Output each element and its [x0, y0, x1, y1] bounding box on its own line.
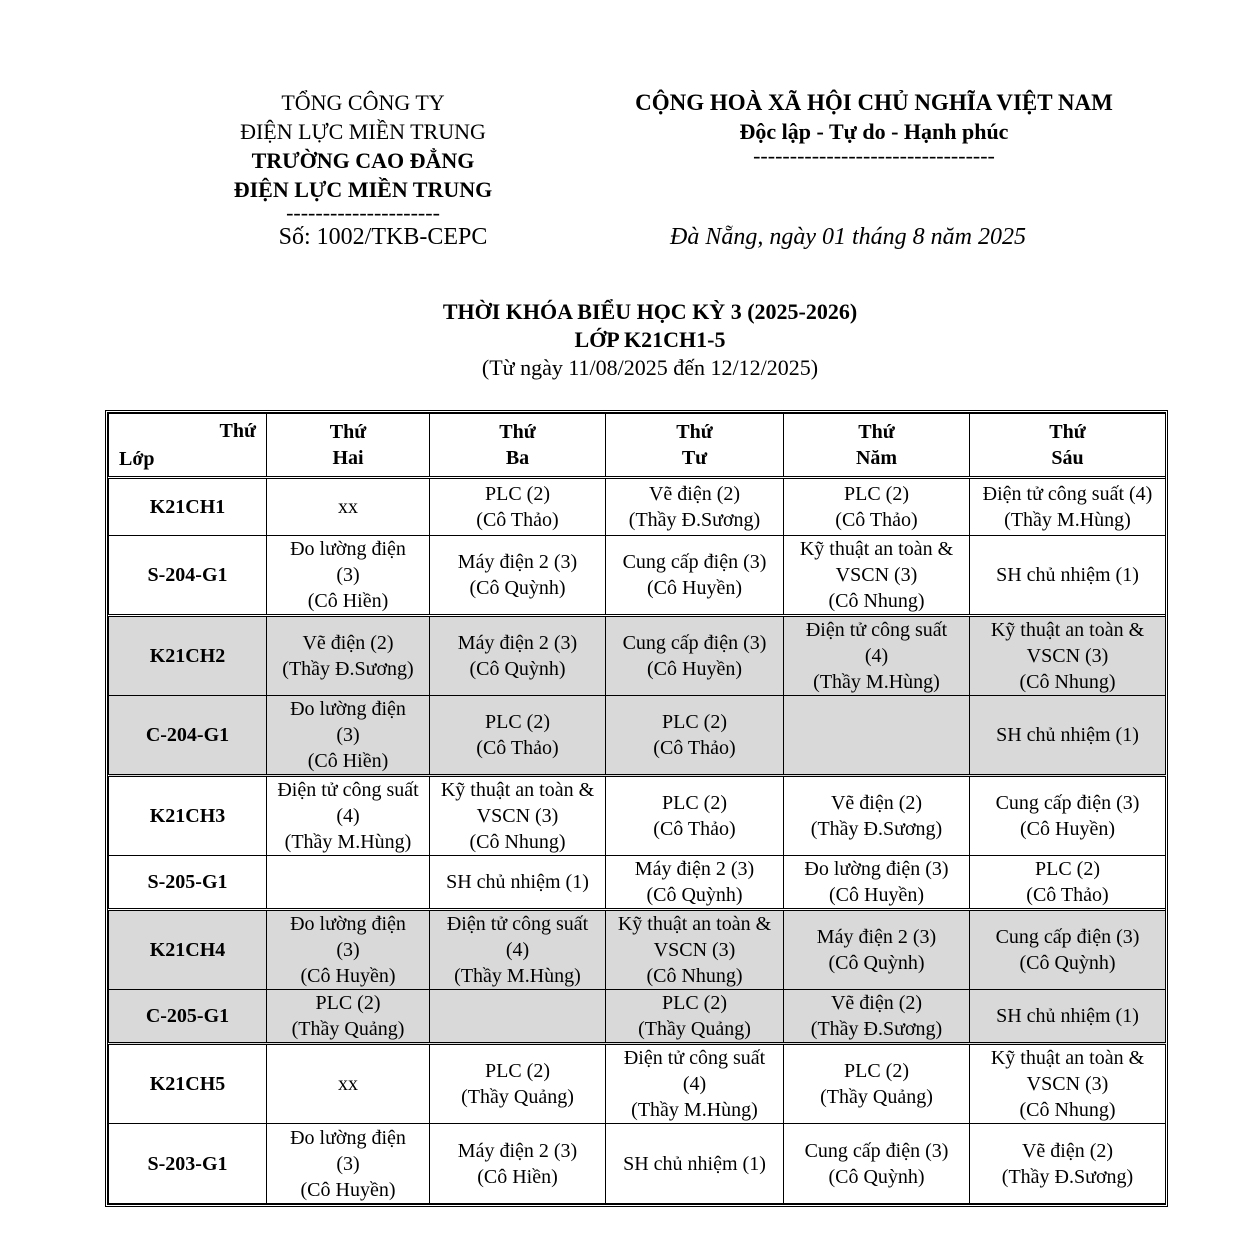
table-row: [109, 776, 1166, 856]
room-cell: S-203-G1: [109, 1124, 267, 1204]
lesson-cell: [970, 616, 1166, 696]
lesson-text: (Cô Thảo): [476, 737, 559, 759]
lesson-cell: [606, 1044, 784, 1124]
lesson-text: Cung cấp điện (3): [622, 551, 767, 573]
lesson-text: SH chủ nhiệm (1): [996, 1005, 1139, 1027]
lesson-text: xx: [338, 1073, 358, 1095]
corner-day-label: Thứ: [219, 420, 256, 442]
lesson-cell: [267, 616, 430, 696]
timetable-header-row: [109, 414, 1166, 478]
lesson-text: (Thầy M.Hùng): [813, 671, 940, 693]
day-header: Thứ Hai: [267, 414, 430, 478]
lesson-cell: [430, 910, 606, 990]
lesson-text: Đo lường điện: [290, 1126, 406, 1149]
lesson-text: Đo lường điện: [290, 538, 406, 560]
lesson-text: Điện tử công suất: [623, 1047, 766, 1069]
lesson-cell: [606, 478, 784, 536]
table-row: [109, 478, 1166, 536]
lesson-cell: [430, 1044, 606, 1124]
lesson-text: Điện tử công suất: [446, 913, 589, 935]
class-code-cell: K21CH3: [109, 776, 267, 856]
lesson-text: PLC (2): [315, 992, 381, 1014]
lesson-text: Điện tử công suất: [805, 619, 948, 641]
lesson-text: (Cô Huyền): [300, 965, 396, 987]
table-row: [109, 1124, 1166, 1204]
lesson-cell: [606, 616, 784, 696]
lesson-cell: [784, 536, 970, 616]
lesson-text: Kỹ thuật an toàn &: [440, 779, 595, 801]
lesson-text: (Cô Thảo): [476, 509, 559, 531]
lesson-text: (Thầy M.Hùng): [1004, 509, 1131, 531]
lesson-text: (Cô Nhung): [828, 590, 925, 612]
lesson-cell: [430, 696, 606, 776]
lesson-text: Đo lường điện (3): [804, 858, 949, 880]
lesson-cell: [970, 536, 1166, 616]
lesson-text: xx: [338, 496, 358, 518]
national-header: [594, 88, 1154, 166]
table-row: [109, 990, 1166, 1044]
lesson-text: (4): [505, 939, 530, 961]
lesson-text: VSCN (3): [476, 805, 559, 827]
lesson-text: Đo lường điện: [290, 913, 406, 935]
lesson-text: Máy điện 2 (3): [457, 632, 578, 654]
lesson-text: Máy điện 2 (3): [457, 1139, 578, 1162]
lesson-cell: [267, 990, 430, 1044]
lesson-text: SH chủ nhiệm (1): [996, 564, 1139, 586]
lesson-text: Đo lường điện: [290, 698, 406, 720]
table-row: [109, 696, 1166, 776]
lesson-text: (Cô Quỳnh): [646, 884, 743, 906]
table-row: [109, 910, 1166, 990]
lesson-text: (Cô Huyền): [1020, 818, 1115, 840]
document-class-group: LỚP K21CH1-5: [574, 327, 726, 352]
lesson-text: (Thầy Đ.Sương): [1001, 1165, 1134, 1188]
national-motto: Độc lập - Tự do - Hạnh phúc: [739, 119, 1009, 144]
lesson-cell: [606, 910, 784, 990]
lesson-cell: [970, 910, 1166, 990]
lesson-text: VSCN (3): [1026, 645, 1109, 667]
lesson-cell: [267, 696, 430, 776]
day-header: Thứ Năm: [784, 414, 970, 478]
lesson-text: Điện tử công suất (4): [982, 483, 1153, 505]
lesson-cell: [606, 1124, 784, 1204]
lesson-text: Vẽ điện (2): [648, 483, 741, 505]
lesson-text: SH chủ nhiệm (1): [623, 1152, 766, 1175]
document-date: Đà Nẵng, ngày 01 tháng 8 năm 2025: [670, 224, 1026, 250]
lesson-text: (Thầy Đ.Sương): [810, 1018, 943, 1040]
lesson-text: Kỹ thuật an toàn &: [617, 913, 772, 935]
document-title: THỜI KHÓA BIỂU HỌC KỲ 3 (2025-2026): [442, 299, 858, 324]
lesson-cell: [267, 856, 430, 910]
table-row: [109, 536, 1166, 616]
lesson-cell: [970, 1044, 1166, 1124]
lesson-cell: [970, 856, 1166, 910]
issuer-school-name: ĐIỆN LỰC MIỀN TRUNG: [233, 177, 493, 202]
lesson-cell: [430, 536, 606, 616]
national-title: CỘNG HOÀ XÃ HỘI CHỦ NGHĨA VIỆT NAM: [635, 90, 1113, 115]
lesson-cell: [430, 478, 606, 536]
lesson-text: (Thầy M.Hùng): [284, 831, 412, 853]
issuer-parent-org-name: ĐIỆN LỰC MIỀN TRUNG: [240, 119, 486, 144]
class-code-cell: K21CH2: [109, 616, 267, 696]
lesson-text: (Cô Hiền): [477, 1165, 558, 1188]
lesson-text: SH chủ nhiệm (1): [996, 724, 1139, 746]
day-header: Thứ Sáu: [970, 414, 1166, 478]
lesson-cell: [784, 776, 970, 856]
lesson-cell: [784, 990, 970, 1044]
lesson-text: (Cô Quỳnh): [828, 1165, 925, 1188]
lesson-text: (Cô Nhung): [469, 831, 566, 853]
room-cell: C-205-G1: [109, 990, 267, 1044]
lesson-cell: [784, 478, 970, 536]
lesson-text: (Cô Huyền): [647, 577, 742, 599]
lesson-text: PLC (2): [662, 711, 727, 733]
timetable: [105, 410, 1168, 1207]
lesson-cell: [784, 696, 970, 776]
timetable-body: [109, 478, 1166, 1204]
lesson-text: PLC (2): [485, 711, 550, 733]
lesson-text: (Cô Thảo): [835, 509, 918, 531]
lesson-text: Cung cấp điện (3): [622, 632, 767, 654]
lesson-text: (3): [336, 564, 360, 586]
lesson-cell: [784, 856, 970, 910]
lesson-text: (Cô Thảo): [653, 737, 736, 759]
lesson-text: (3): [336, 724, 360, 746]
table-row: [109, 856, 1166, 910]
lesson-cell: [784, 1124, 970, 1204]
lesson-text: (Cô Hiền): [307, 590, 389, 612]
lesson-text: (Cô Nhung): [1019, 671, 1116, 693]
lesson-text: (Cô Nhung): [1019, 1099, 1116, 1121]
lesson-text: (Cô Quỳnh): [469, 577, 566, 599]
room-cell: S-205-G1: [109, 856, 267, 910]
lesson-text: (Cô Hiền): [307, 750, 389, 772]
document-title-block: [300, 298, 1000, 382]
lesson-text: Cung cấp điện (3): [804, 1139, 949, 1162]
lesson-text: Cung cấp điện (3): [995, 926, 1140, 948]
document-date-range: (Từ ngày 11/08/2025 đến 12/12/2025): [481, 355, 819, 380]
lesson-text: (Cô Nhung): [646, 965, 743, 987]
issuer-header: [190, 88, 536, 252]
lesson-text: Kỹ thuật an toàn &: [990, 1047, 1145, 1069]
lesson-text: PLC (2): [662, 992, 727, 1014]
issuer-divider: ---------------------: [286, 200, 440, 225]
lesson-cell: [784, 910, 970, 990]
lesson-cell: [430, 990, 606, 1044]
issuer-school: TRƯỜNG CAO ĐẲNG: [251, 148, 475, 173]
day-header: Thứ Ba: [430, 414, 606, 478]
lesson-text: (Thầy Quảng): [291, 1018, 405, 1040]
lesson-text: Điện tử công suất: [277, 779, 419, 801]
lesson-cell: [267, 910, 430, 990]
lesson-text: Máy điện 2 (3): [457, 551, 578, 573]
lesson-text: (Thầy Quảng): [461, 1086, 574, 1108]
lesson-text: (Cô Huyền): [829, 884, 924, 906]
lesson-cell: [784, 616, 970, 696]
lesson-text: VSCN (3): [835, 564, 918, 586]
room-cell: C-204-G1: [109, 696, 267, 776]
lesson-text: (Cô Thảo): [653, 818, 736, 840]
lesson-text: (Thầy M.Hùng): [454, 965, 581, 987]
class-code-cell: K21CH5: [109, 1044, 267, 1124]
lesson-text: VSCN (3): [1026, 1073, 1109, 1095]
room-cell: S-204-G1: [109, 536, 267, 616]
lesson-cell: [267, 1044, 430, 1124]
lesson-text: Vẽ điện (2): [830, 992, 923, 1014]
lesson-cell: [606, 856, 784, 910]
lesson-text: Kỹ thuật an toàn &: [990, 619, 1145, 641]
lesson-text: Kỹ thuật an toàn &: [799, 538, 954, 560]
lesson-cell: [606, 990, 784, 1044]
lesson-text: Vẽ điện (2): [1021, 1139, 1114, 1162]
issuer-parent-org: TỔNG CÔNG TY: [281, 90, 445, 115]
lesson-text: (Thầy Quảng): [638, 1018, 751, 1040]
lesson-text: (Cô Quỳnh): [469, 658, 566, 680]
document-number: Số: 1002/TKB-CEPC: [278, 224, 488, 250]
national-divider: ---------------------------------: [753, 143, 995, 168]
lesson-cell: [267, 536, 430, 616]
lesson-text: (4): [864, 645, 889, 667]
lesson-text: (Thầy Đ.Sương): [282, 658, 414, 680]
lesson-cell: [267, 776, 430, 856]
lesson-text: (Thầy M.Hùng): [631, 1099, 758, 1121]
lesson-text: (Cô Huyền): [300, 1178, 396, 1201]
lesson-cell: [267, 478, 430, 536]
lesson-text: (3): [336, 1152, 360, 1175]
lesson-cell: [430, 776, 606, 856]
table-row: [109, 616, 1166, 696]
table-row: [109, 1044, 1166, 1124]
lesson-text: (Cô Quỳnh): [828, 952, 925, 974]
lesson-text: Máy điện 2 (3): [634, 858, 755, 880]
lesson-text: (Thầy Đ.Sương): [810, 818, 943, 840]
lesson-text: (Thầy Đ.Sương): [628, 509, 761, 531]
lesson-text: (4): [682, 1073, 707, 1095]
lesson-cell: [784, 1044, 970, 1124]
lesson-cell: [606, 696, 784, 776]
lesson-cell: [970, 1124, 1166, 1204]
lesson-text: (Cô Quỳnh): [1019, 952, 1116, 974]
lesson-text: PLC (2): [485, 1060, 550, 1082]
lesson-text: (4): [336, 805, 360, 827]
lesson-cell: [430, 1124, 606, 1204]
lesson-cell: [267, 1124, 430, 1204]
corner-class-label: Lớp: [119, 448, 155, 470]
class-code-cell: K21CH4: [109, 910, 267, 990]
lesson-text: PLC (2): [1035, 858, 1100, 880]
lesson-cell: [430, 856, 606, 910]
lesson-cell: [430, 616, 606, 696]
lesson-text: (Cô Thảo): [1026, 884, 1109, 906]
day-header: Thứ Tư: [606, 414, 784, 478]
lesson-text: Máy điện 2 (3): [816, 926, 937, 948]
lesson-text: SH chủ nhiệm (1): [446, 871, 589, 893]
class-code-cell: K21CH1: [109, 478, 267, 536]
lesson-cell: [970, 990, 1166, 1044]
lesson-text: (3): [336, 939, 360, 961]
lesson-text: Vẽ điện (2): [830, 792, 923, 814]
lesson-text: Cung cấp điện (3): [995, 792, 1140, 814]
lesson-text: Vẽ điện (2): [302, 632, 394, 654]
lesson-text: PLC (2): [844, 1060, 909, 1082]
lesson-text: (Thầy Quảng): [820, 1086, 933, 1108]
lesson-text: PLC (2): [662, 792, 727, 814]
lesson-cell: [606, 776, 784, 856]
lesson-text: (Cô Huyền): [647, 658, 742, 680]
corner-header: [109, 414, 267, 478]
lesson-text: VSCN (3): [653, 939, 736, 961]
lesson-cell: [970, 696, 1166, 776]
lesson-text: PLC (2): [485, 483, 550, 505]
lesson-cell: [970, 776, 1166, 856]
lesson-cell: [606, 536, 784, 616]
lesson-cell: [970, 478, 1166, 536]
lesson-text: PLC (2): [844, 483, 909, 505]
